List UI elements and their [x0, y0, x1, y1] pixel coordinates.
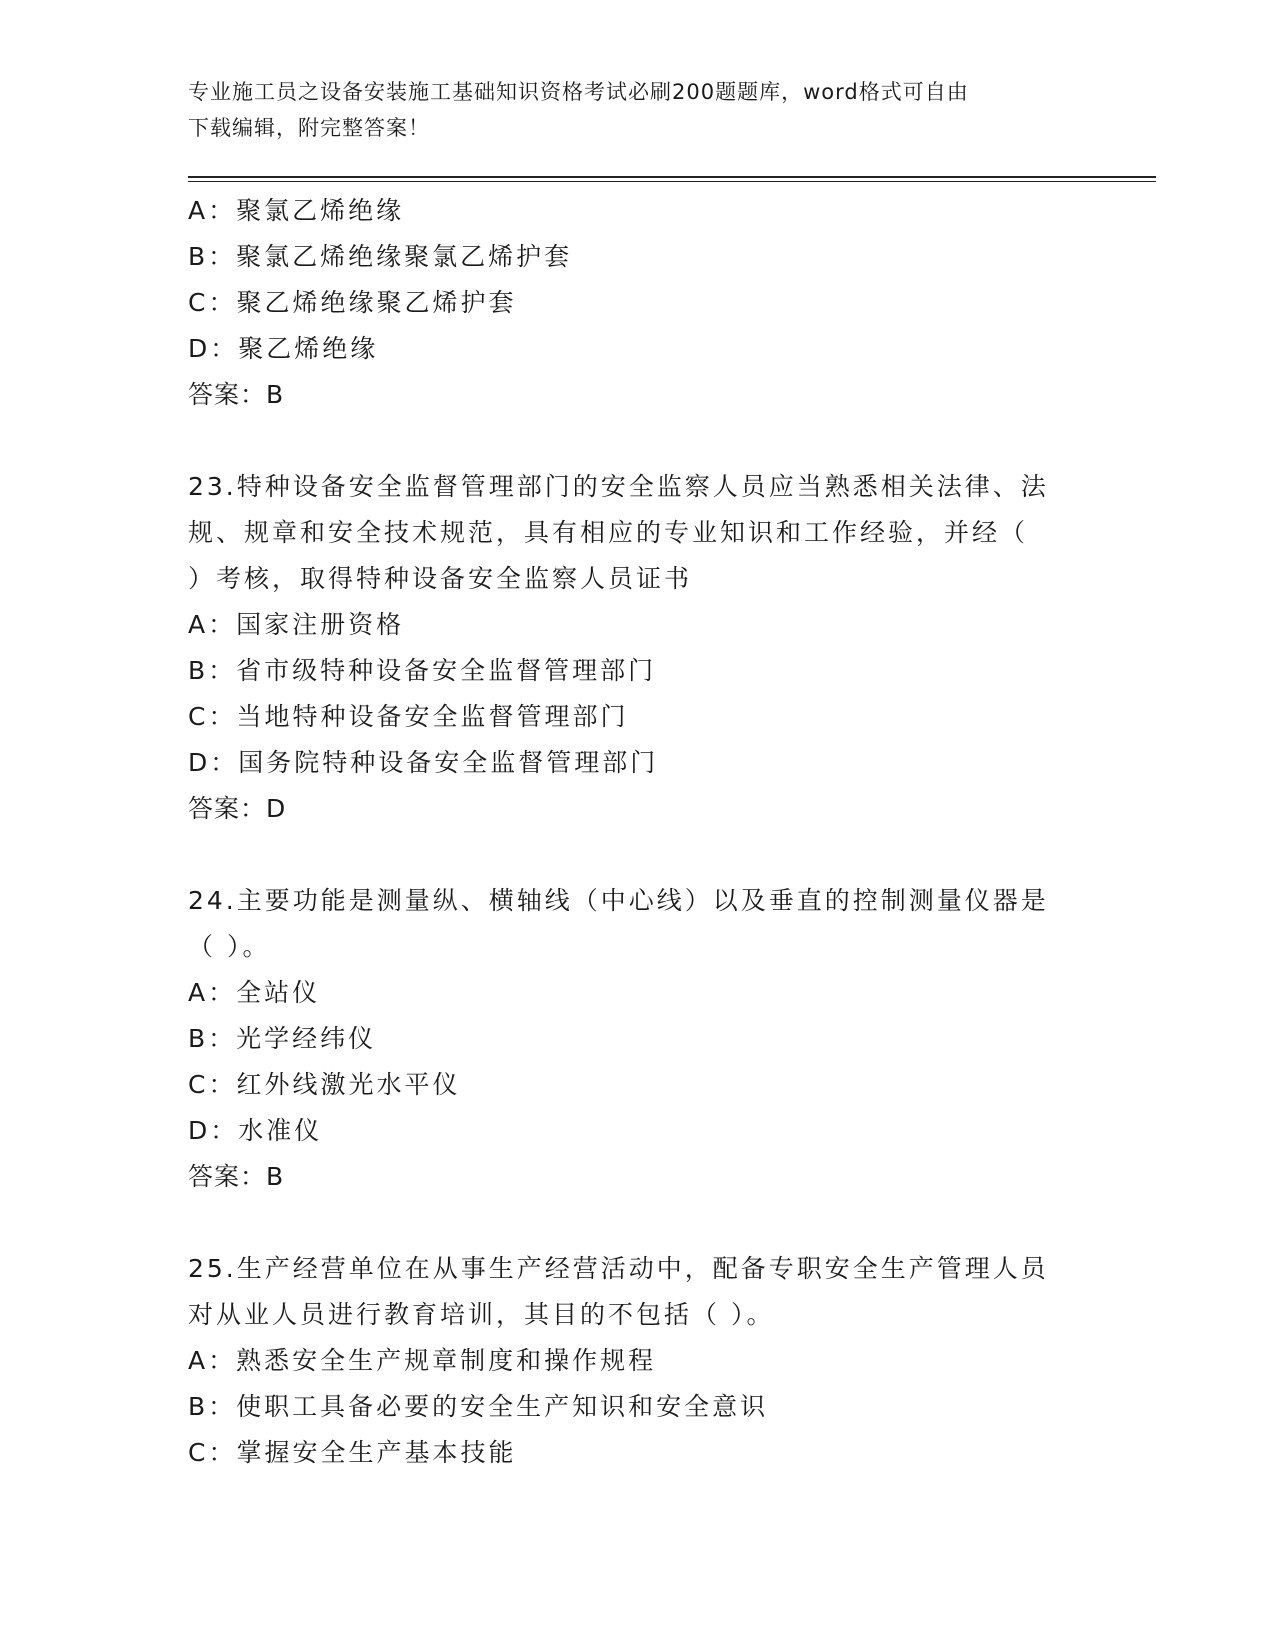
question-24 [188, 878, 1088, 1200]
header-rule-thick [188, 176, 1156, 178]
question-text-line: 规、规章和安全技术规范，具有相应的专业知识和工作经验，并经（ [188, 518, 1029, 547]
option-a: A：聚氯乙烯绝缘 [188, 196, 405, 225]
option-b: B：聚氯乙烯绝缘聚氯乙烯护套 [188, 242, 573, 271]
option-c: C：红外线激光水平仪 [188, 1070, 461, 1099]
answer-line: 答案：B [188, 1162, 285, 1191]
question-text-line: （ ）。 [188, 932, 271, 961]
option-c: C：当地特种设备安全监督管理部门 [188, 702, 629, 731]
option-b: B：省市级特种设备安全监督管理部门 [188, 656, 657, 685]
question-25 [188, 1246, 1088, 1476]
spacer [188, 418, 1088, 464]
option-c: C：掌握安全生产基本技能 [188, 1438, 517, 1467]
option-d: D：聚乙烯绝缘 [188, 334, 379, 363]
header-line-2: 下载编辑，附完整答案！ [188, 116, 430, 140]
option-b: B：光学经纬仪 [188, 1024, 377, 1053]
option-a: A：全站仪 [188, 978, 321, 1007]
question-text-line: 24.主要功能是测量纵、横轴线（中心线）以及垂直的控制测量仪器是 [188, 886, 1049, 915]
spacer [188, 1200, 1088, 1246]
question-fragment [188, 188, 1088, 418]
document-header [188, 74, 1068, 146]
question-text-line: ）考核，取得特种设备安全监察人员证书 [188, 564, 693, 593]
answer-line: 答案：D [188, 794, 287, 823]
option-d: D：国务院特种设备安全监督管理部门 [188, 748, 659, 777]
question-list [188, 188, 1088, 1476]
option-a: A：国家注册资格 [188, 610, 405, 639]
spacer [188, 832, 1088, 878]
question-text-line: 23.特种设备安全监督管理部门的安全监察人员应当熟悉相关法律、法 [188, 472, 1049, 501]
header-line-1: 专业施工员之设备安装施工基础知识资格考试必刷200题题库，word格式可自由 [188, 80, 969, 104]
option-d: D：水准仪 [188, 1116, 323, 1145]
header-rule-thin [188, 181, 1156, 182]
answer-line: 答案：B [188, 380, 285, 409]
option-b: B：使职工具备必要的安全生产知识和安全意识 [188, 1392, 769, 1421]
question-23 [188, 464, 1088, 832]
question-text-line: 对从业人员进行教育培训，其目的不包括（ ）。 [188, 1300, 775, 1329]
option-a: A：熟悉安全生产规章制度和操作规程 [188, 1346, 657, 1375]
option-c: C：聚乙烯绝缘聚乙烯护套 [188, 288, 517, 317]
question-text-line: 25.生产经营单位在从事生产经营活动中，配备专职安全生产管理人员 [188, 1254, 1049, 1283]
